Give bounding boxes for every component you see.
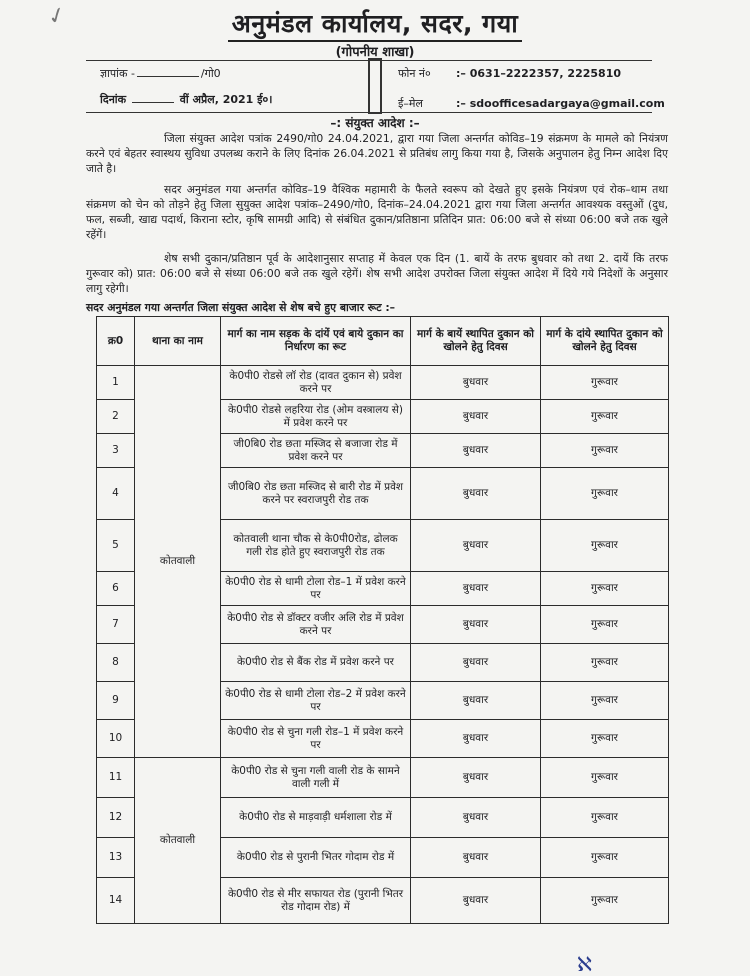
serial-cell: 10 <box>97 720 135 758</box>
right-day-cell: गुरूवार <box>541 606 669 644</box>
col-header-right-day: मार्ग के दांये स्थापित दुकान को खोलने हेतु दिवस <box>541 317 669 366</box>
left-day-cell: बुधवार <box>411 572 541 606</box>
serial-cell: 3 <box>97 434 135 468</box>
route-cell: के0पी0 रोड से चुना गली रोड–1 में प्रवेश करने पर <box>221 720 411 758</box>
table-header-row <box>97 317 669 366</box>
route-cell: कोतवाली थाना चौक से के0पी0रोड, ढोलक गली रोड होते हुए स्वराजपुरी रोड तक <box>221 520 411 572</box>
right-day-cell: गुरूवार <box>541 400 669 434</box>
order-heading: –: संयुक्त आदेश :– <box>330 116 420 130</box>
serial-cell: 4 <box>97 468 135 520</box>
order-paragraph-2: सदर अनुमंडल गया अन्तर्गत कोविड–19 वैश्विक महामारी के फैलते स्वरूप को देखते हुए इसके नियंत्रण एवं रोक–थाम तथा संक्रमण को चेन को तोड़ने हेतु जिला सुयुक्त आदेश पत्रांक–2490/गो0, दिनांक–24.04.2021 द्वारा गया जिला अन्तर्गत आवश्यक वस्तुओं (दुध, फल, सब्जी, खाद्य पदार्थ, किराना स्टोर, कृषि सामग्री आदि) से संबंधित दुकान/प्रतिष्ठाना प्रतिदिन प्रात: 06:00 बजे से संध्या 06:00 बजे तक खुले रहेंगें। <box>86 183 668 241</box>
route-cell: के0पी0 रोड से धामी टोला रोड–2 में प्रवेश करने पर <box>221 682 411 720</box>
route-cell: के0पी0 रोडसे लहरिया रोड (ओम वस्त्रालय से) में प्रवेश करने पर <box>221 400 411 434</box>
col-header-left-day: मार्ग के बायें स्थापित दुकान को खोलने हेतु दिवस <box>411 317 541 366</box>
route-cell: जी0बि0 रोड छता मस्जिद से बजाजा रोड में प्रवेश करने पर <box>221 434 411 468</box>
header-divider-bottom <box>86 112 652 113</box>
order-paragraph-3: शेष सभी दुकान/प्रतिष्ठान पूर्व के आदेशानुसार सप्ताह में केवल एक दिन (1. बायें के तरफ बुधवार को तथा 2. दायें कि तरफ गुरूवार को) प्रात: 06:00 बजे से संध्या 06:00 बजे तक खुले रहेगें। शेष सभी आदेश उपरोक्त जिला संयुक्त आदेश में दिये गये निदेशों के अनुसार लागु रहेगी। <box>86 252 668 295</box>
col-header-thana: थाना का नाम <box>135 317 221 366</box>
serial-cell: 13 <box>97 838 135 878</box>
serial-cell: 5 <box>97 520 135 572</box>
route-cell: के0पी0 रोड से मीर सफायत रोड (पुरानी भितर रोड गोदाम रोड) में <box>221 878 411 924</box>
serial-cell: 1 <box>97 366 135 400</box>
route-cell: जी0बि0 रोड छता मस्जिद से बारी रोड में प्रवेश करने पर स्वराजपुरी रोड तक <box>221 468 411 520</box>
left-day-cell: बुधवार <box>411 682 541 720</box>
table-row <box>97 758 669 798</box>
left-day-cell: बुधवार <box>411 468 541 520</box>
left-day-cell: बुधवार <box>411 798 541 838</box>
route-cell: के0पी0 रोड से चुना गली वाली रोड के सामने वाली गली में <box>221 758 411 798</box>
right-day-cell: गुरूवार <box>541 838 669 878</box>
serial-cell: 11 <box>97 758 135 798</box>
route-cell: के0पी0 रोड से बैंक रोड में प्रवेश करने पर <box>221 644 411 682</box>
route-cell: के0पी0 रोड से पुरानी भितर गोदाम रोड में <box>221 838 411 878</box>
right-day-cell: गुरूवार <box>541 468 669 520</box>
left-day-cell: बुधवार <box>411 838 541 878</box>
left-day-cell: बुधवार <box>411 434 541 468</box>
col-header-serial: क्र0 <box>97 317 135 366</box>
col-header-route: मार्ग का नाम सड़क के दांयें एवं बाये दुकान का निर्धारण का रूट <box>221 317 411 366</box>
left-day-cell: बुधवार <box>411 400 541 434</box>
serial-cell: 9 <box>97 682 135 720</box>
left-day-cell: बुधवार <box>411 606 541 644</box>
serial-cell: 12 <box>97 798 135 838</box>
left-day-cell: बुधवार <box>411 720 541 758</box>
serial-cell: 14 <box>97 878 135 924</box>
right-day-cell: गुरूवार <box>541 366 669 400</box>
email-line: ई–मेल :– sdoofficesadargaya@gmail.com <box>398 97 665 110</box>
right-day-cell: गुरूवार <box>541 572 669 606</box>
route-cell: के0पी0 रोडसे लॉ रोड (दावत दुकान से) प्रवेश करने पर <box>221 366 411 400</box>
right-day-cell: गुरूवार <box>541 644 669 682</box>
route-cell: के0पी0 रोड से डॉक्टर वजीर अलि रोड में प्रवेश करने पर <box>221 606 411 644</box>
right-day-cell: गुरूवार <box>541 878 669 924</box>
date-line: दिनांक वीं अप्रैल, 2021 ई०। <box>100 93 273 106</box>
order-paragraph-1: जिला संयुक्त आदेश पत्रांक 2490/गो0 24.04.2021, द्वारा गया जिला अन्तर्गत कोविड–19 संक्रमण के मामले को नियंत्रण करने एवं बेहतर स्वास्थय सुविधा उपलब्ध कराने के लिए दिनांक 26.04.2021 से प्रतिबंध लागु किया गया है, जिसके अनुपालन हेतु निम्न आदेश दिए जाते है। <box>86 132 668 175</box>
right-day-cell: गुरूवार <box>541 798 669 838</box>
checkmark-icon: ✓ <box>44 1 71 32</box>
phone-line: फोन नं० :– 0631–2222357, 2225810 <box>398 67 622 80</box>
right-day-cell: गुरूवार <box>541 758 669 798</box>
right-day-cell: गुरूवार <box>541 434 669 468</box>
table-row <box>97 366 669 400</box>
serial-cell: 8 <box>97 644 135 682</box>
left-day-cell: बुधवार <box>411 366 541 400</box>
table-intro: सदर अनुमंडल गया अन्तर्गत जिला संयुक्त आदेश से शेष बचे हुए बाजार रूट :– <box>86 301 396 314</box>
left-day-cell: बुधवार <box>411 878 541 924</box>
thana-cell: कोतवाली <box>135 758 221 924</box>
serial-cell: 7 <box>97 606 135 644</box>
reference-line: ज्ञापांक - /गो0 <box>100 67 221 80</box>
left-day-cell: बुधवार <box>411 644 541 682</box>
right-day-cell: गुरूवार <box>541 520 669 572</box>
handwritten-initial: ℵ <box>577 952 592 976</box>
left-day-cell: बुधवार <box>411 758 541 798</box>
left-day-cell: बुधवार <box>411 520 541 572</box>
route-cell: के0पी0 रोड से माड़वाड़ी धर्मशाला रोड में <box>221 798 411 838</box>
market-route-table <box>96 316 669 924</box>
route-cell: के0पी0 रोड से धामी टोला रोड–1 में प्रवेश करने पर <box>221 572 411 606</box>
serial-cell: 6 <box>97 572 135 606</box>
thana-cell: कोतवाली <box>135 366 221 758</box>
serial-cell: 2 <box>97 400 135 434</box>
right-day-cell: गुरूवार <box>541 682 669 720</box>
section-subtitle: (गोपनीय शाखा) <box>335 45 415 60</box>
header-separator-box <box>368 58 382 114</box>
right-day-cell: गुरूवार <box>541 720 669 758</box>
office-title: अनुमंडल कार्यालय, सदर, गया <box>0 6 750 42</box>
